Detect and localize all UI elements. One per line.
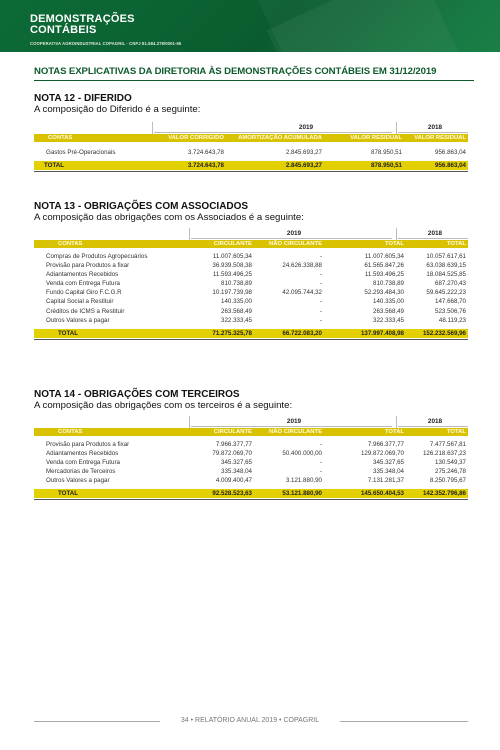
column-divider [396,416,397,428]
value-cell: 335.348,04 [373,468,404,476]
column-header: CIRCULANTE [213,241,252,247]
page-title: NOTAS EXPLICATIVAS DA DIRETORIA ÀS DEMONSTRAÇÕES CONTÁBEIS EM 31/12/2019 [34,66,437,77]
year-label-previous: 2018 [427,418,443,425]
value-cell: 11.593.496,25 [364,271,404,279]
table-header [34,240,468,248]
note12-table [34,122,468,172]
value-cell: 4.009.400,47 [215,477,252,485]
value-cell: 7.966.377,77 [367,441,404,448]
value-cell: - [319,271,322,279]
value-cell: 129.872.069,70 [360,450,404,458]
note13-title: NOTA 13 - OBRIGAÇÕES COM ASSOCIADOS [34,201,249,212]
value-cell: - [319,468,322,476]
year-header-row [34,416,468,428]
year-underline [398,132,468,133]
table-row [34,297,468,306]
column-divider [189,228,190,240]
value-cell: - [319,298,322,306]
value-cell: 48.119,23 [438,316,466,324]
year-underline [191,426,392,427]
account-name: Venda com Entrega Futura [46,459,120,467]
value-cell: 36.939.508,38 [212,262,252,270]
value-cell: 275.246,78 [435,468,466,476]
value-cell: 335.348,04 [221,468,252,476]
value-cell: 59.645.222,23 [426,289,466,297]
column-header: CONTAS [58,429,83,435]
page-footer: 34 • RELATÓRIO ANUAL 2019 • COPAGRIL [180,717,320,724]
value-cell: 11.007.605,34 [212,253,252,260]
value-cell: 956.863,04 [435,149,466,156]
account-name: Capital Social a Restituir [46,298,114,306]
note13-table [34,228,468,340]
total-underline [34,499,468,500]
value-cell: 10.057.617,61 [426,253,466,260]
value-cell: 11.593.496,25 [212,271,252,279]
column-header: VALOR CORRIGIDO [168,135,224,141]
column-header: VALOR RESIDUAL [414,135,466,141]
value-cell: 345.327,65 [221,459,252,467]
header-title-line1: DEMONSTRAÇÕES [30,13,135,25]
value-cell: 63.038.639,15 [426,262,466,270]
table-row [34,288,468,297]
total-label: TOTAL [58,490,79,498]
year-header-row [34,228,468,240]
account-name: Venda com Entrega Futura [46,280,120,288]
value-cell: 3.121.880,90 [285,477,322,485]
title-divider [34,80,474,81]
value-cell: 8.250.795,67 [429,477,466,485]
account-name: Outros Valores a pagar [46,316,110,324]
total-row [34,489,468,498]
value-cell: 523.506,76 [435,307,466,315]
table-row [34,252,468,261]
table-row [34,270,468,279]
page-header [0,0,500,52]
note12-description: A composição do Diferido é a seguinte: [34,104,201,115]
value-cell: 140.335,00 [373,298,404,306]
column-header: CIRCULANTE [213,429,252,435]
total-value: 152.232.569,96 [422,329,466,337]
account-name: Adiantamentos Recebidos [46,271,119,279]
value-cell: 147.668,70 [435,298,466,306]
note14-description: A composição das obrigações com os terceiros é a seguinte: [34,400,293,411]
account-name: Outros Valores a pagar [46,477,110,485]
total-value: 71.275.325,78 [212,329,252,337]
value-cell: - [319,316,322,324]
column-header: NÃO CIRCULANTE [268,429,322,435]
value-cell: 11.007.605,34 [364,253,404,260]
year-underline [398,238,468,239]
note14-table [34,416,468,500]
account-name: Créditos de ICMS a Restituir [46,307,125,315]
year-header-row [34,122,468,134]
year-underline [191,238,392,239]
column-divider [152,122,153,134]
value-cell: 810.738,89 [373,280,404,288]
year-label-previous: 2018 [427,124,443,131]
column-header: TOTAL [384,429,404,435]
value-cell: 322.333,45 [373,316,404,324]
table-row [34,440,468,449]
total-value: 92.528.523,63 [212,490,252,498]
year-label-previous: 2018 [427,230,443,237]
account-name: Gastos Pré-Operacionais [46,149,116,156]
note14-title: NOTA 14 - OBRIGAÇÕES COM TERCEIROS [34,389,240,400]
value-cell: 878.950,51 [371,149,402,156]
total-value: 3.724.643,78 [187,162,224,170]
column-divider [189,416,190,428]
value-cell: 3.724.643,78 [187,149,224,156]
value-cell: 42.095.744,32 [282,289,322,297]
total-value: 66.722.083,20 [282,329,322,337]
value-cell: 345.327,65 [373,459,404,467]
value-cell: 52.293.484,30 [364,289,404,297]
value-cell: 50.400.000,00 [282,450,322,458]
value-cell: 263.568,49 [221,307,252,315]
total-value: 142.352.796,86 [422,490,466,498]
value-cell: 79.872.069,70 [212,450,252,458]
value-cell: 322.333,45 [221,316,252,324]
column-header: TOTAL [384,241,404,247]
year-underline [154,132,392,133]
total-label: TOTAL [44,162,65,170]
total-value: 956.863,04 [435,162,466,170]
value-cell: - [319,280,322,288]
total-value: 2.845.693,27 [285,162,322,170]
value-cell: 7.131.281,37 [367,477,404,485]
total-value: 53.121.880,90 [282,490,322,498]
value-cell: - [319,253,322,260]
value-cell: 7.477.567,81 [429,441,466,448]
table-row [34,279,468,288]
value-cell: 263.568,49 [373,307,404,315]
header-title-line2: CONTÁBEIS [30,24,97,36]
column-header: VALOR RESIDUAL [350,135,402,141]
column-divider [396,228,397,240]
account-name: Adiantamentos Recebidos [46,450,119,458]
value-cell: 687.270,43 [435,280,466,288]
value-cell: 130.549,37 [435,459,466,467]
value-cell: 61.565.847,26 [364,262,404,270]
value-cell: - [319,459,322,467]
account-name: Provisão para Produtos a fixar [46,441,130,448]
table-header [34,134,468,142]
value-cell: 10.197.739,98 [212,289,252,297]
column-divider [396,122,397,134]
table-header [34,428,468,436]
year-label-current: 2019 [286,230,302,237]
table-row [34,449,468,458]
value-cell: 140.335,00 [221,298,252,306]
value-cell: - [319,441,322,448]
note12-title: NOTA 12 - DIFERIDO [34,93,132,104]
value-cell: 18.084.525,85 [426,271,466,279]
total-label: TOTAL [58,329,79,337]
year-label-current: 2019 [298,124,314,131]
table-row [34,476,468,485]
account-name: Compras de Produtos Agropecuários [46,253,148,260]
account-name: Fundo Capital Giro F.C.G.R [46,289,122,297]
table-row [34,458,468,467]
column-header: CONTAS [48,135,73,141]
value-cell: 2.845.693,27 [285,149,322,156]
total-row [34,161,468,170]
value-cell: 126.218.637,23 [422,450,466,458]
total-underline [34,171,468,172]
account-name: Mercadorias de Terceiros [46,468,116,476]
value-cell: 24.626.338,88 [282,262,322,270]
year-underline [398,426,468,427]
total-row [34,329,468,338]
table-row [34,261,468,270]
column-header: TOTAL [446,241,466,247]
table-row [34,467,468,476]
value-cell: 7.966.377,77 [215,441,252,448]
value-cell: - [319,307,322,315]
column-header: NÃO CIRCULANTE [268,241,322,247]
table-row [34,307,468,316]
column-header: CONTAS [58,241,83,247]
total-value: 878.950,51 [371,162,402,170]
header-subtitle: COOPERATIVA AGROINDUSTRIAL COPAGRIL · CNPJ 81.584.278/0001-55 [30,41,182,46]
header-title [30,14,135,36]
total-underline [34,339,468,340]
column-header: AMORTIZAÇÃO ACUMULADA [238,135,322,141]
value-cell: 810.738,89 [221,280,252,288]
column-header: TOTAL [446,429,466,435]
account-name: Provisão para Produtos a fixar [46,262,130,270]
header-decoration [258,0,462,52]
table-row [34,316,468,325]
year-label-current: 2019 [286,418,302,425]
note13-description: A composição das obrigações com os Associados é a seguinte: [34,212,304,223]
total-value: 145.650.404,53 [360,490,404,498]
total-value: 137.997.408,98 [360,329,404,337]
table-row [34,148,468,157]
